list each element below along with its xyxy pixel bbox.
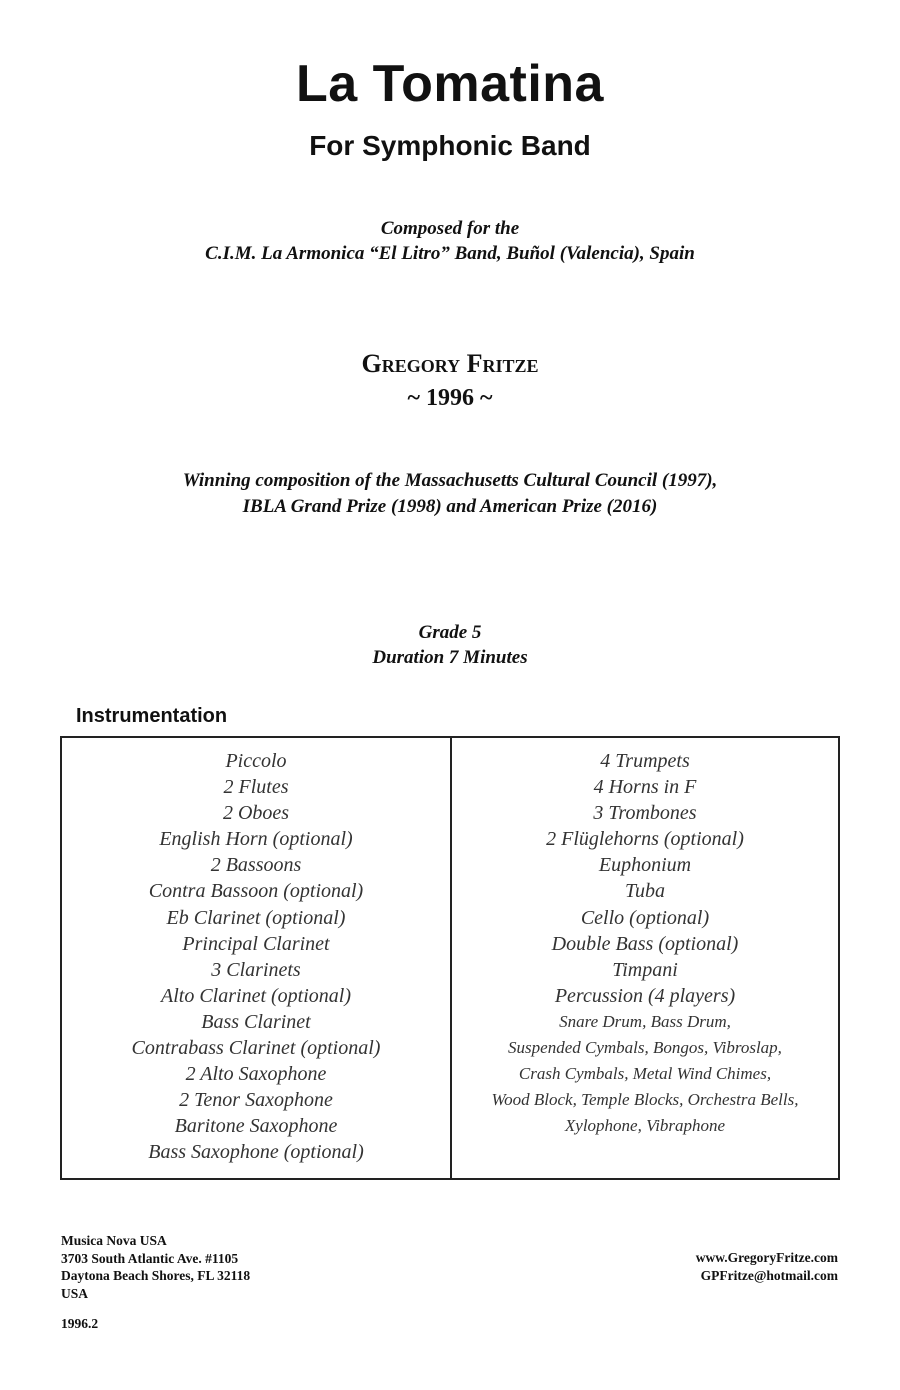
publisher-name: Musica Nova USA	[61, 1233, 167, 1248]
instrument-item: English Horn (optional)	[159, 828, 353, 851]
duration: Duration 7 Minutes	[372, 647, 528, 668]
awards	[0, 468, 900, 520]
instrument-item: 2 Flüglehorns (optional)	[546, 828, 744, 851]
instrument-item: Alto Clarinet (optional)	[161, 984, 351, 1007]
website-link[interactable]: www.GregoryFritze.com	[695, 1250, 838, 1265]
dedication-line-2: C.I.M. La Armonica “El Litro” Band, Buñol (Valencia), Spain	[205, 243, 695, 264]
instrument-item: 4 Trumpets	[600, 750, 690, 772]
instrument-column-left	[62, 748, 450, 1166]
instrument-item: Contrabass Clarinet (optional)	[131, 1037, 381, 1060]
instrument-item: Double Bass (optional)	[551, 932, 739, 955]
instrumentation-table	[60, 736, 840, 1180]
instrument-item: 2 Flutes	[223, 776, 289, 799]
grade-level: Grade 5	[418, 622, 482, 643]
instrument-item: Baritone Saxophone	[174, 1115, 338, 1138]
instrument-item: 2 Alto Saxophone	[185, 1063, 327, 1086]
instrument-item: Piccolo	[225, 750, 287, 772]
dedication-line-1: Composed for the	[380, 218, 520, 239]
instrument-item: Euphonium	[598, 854, 692, 877]
dedication	[0, 216, 900, 266]
publisher-country: USA	[61, 1285, 89, 1301]
instrument-item: Eb Clarinet (optional)	[166, 906, 346, 929]
page-title: La Tomatina	[296, 55, 604, 113]
percussion-detail: Wood Block, Temple Blocks, Orchestra Bells,	[491, 1090, 799, 1110]
awards-line-2: IBLA Grand Prize (1998) and American Prize (2016)	[242, 496, 658, 517]
composition-year: ~ 1996 ~	[407, 385, 493, 411]
instrument-item: 3 Clarinets	[211, 958, 301, 981]
instrument-column-right	[452, 748, 838, 1139]
instrument-item: Cello (optional)	[580, 906, 710, 929]
contact-info	[696, 1249, 838, 1284]
instrument-item: Bass Clarinet	[201, 1010, 311, 1033]
instrument-item: Timpani	[612, 958, 678, 981]
percussion-detail: Suspended Cymbals, Bongos, Vibroslap,	[508, 1038, 782, 1058]
instrument-item: 2 Tenor Saxophone	[179, 1089, 333, 1112]
publisher-info	[61, 1232, 250, 1302]
percussion-detail: Snare Drum, Bass Drum,	[559, 1011, 731, 1031]
instrumentation-heading: Instrumentation	[76, 705, 228, 727]
publisher-address-1: 3703 South Atlantic Ave. #1105	[61, 1250, 239, 1266]
instrument-item: Tuba	[624, 880, 666, 903]
instrument-item: 3 Trombones	[593, 802, 697, 825]
composer-name: Gregory Fritze	[361, 349, 539, 378]
instrument-item: 2 Oboes	[222, 802, 290, 825]
email-link[interactable]: GPFritze@hotmail.com	[700, 1267, 838, 1283]
instrument-item: Principal Clarinet	[182, 932, 330, 955]
publisher-address-2: Daytona Beach Shores, FL 32118	[61, 1268, 251, 1283]
catalog-number: 1996.2	[61, 1316, 99, 1331]
instrument-item: 4 Horns in F	[593, 776, 697, 799]
instrument-item: Percussion (4 players)	[554, 984, 736, 1007]
instrument-item: Bass Saxophone (optional)	[148, 1141, 364, 1164]
percussion-detail: Crash Cymbals, Metal Wind Chimes,	[518, 1064, 772, 1084]
page-subtitle: For Symphonic Band	[309, 130, 591, 161]
instrument-item: 2 Bassoons	[210, 854, 302, 877]
grade-duration	[0, 620, 900, 670]
percussion-detail: Xylophone, Vibraphone	[564, 1116, 726, 1136]
instrument-item: Contra Bassoon (optional)	[148, 880, 364, 903]
awards-line-1: Winning composition of the Massachusetts Cultural Council (1997),	[182, 470, 718, 491]
